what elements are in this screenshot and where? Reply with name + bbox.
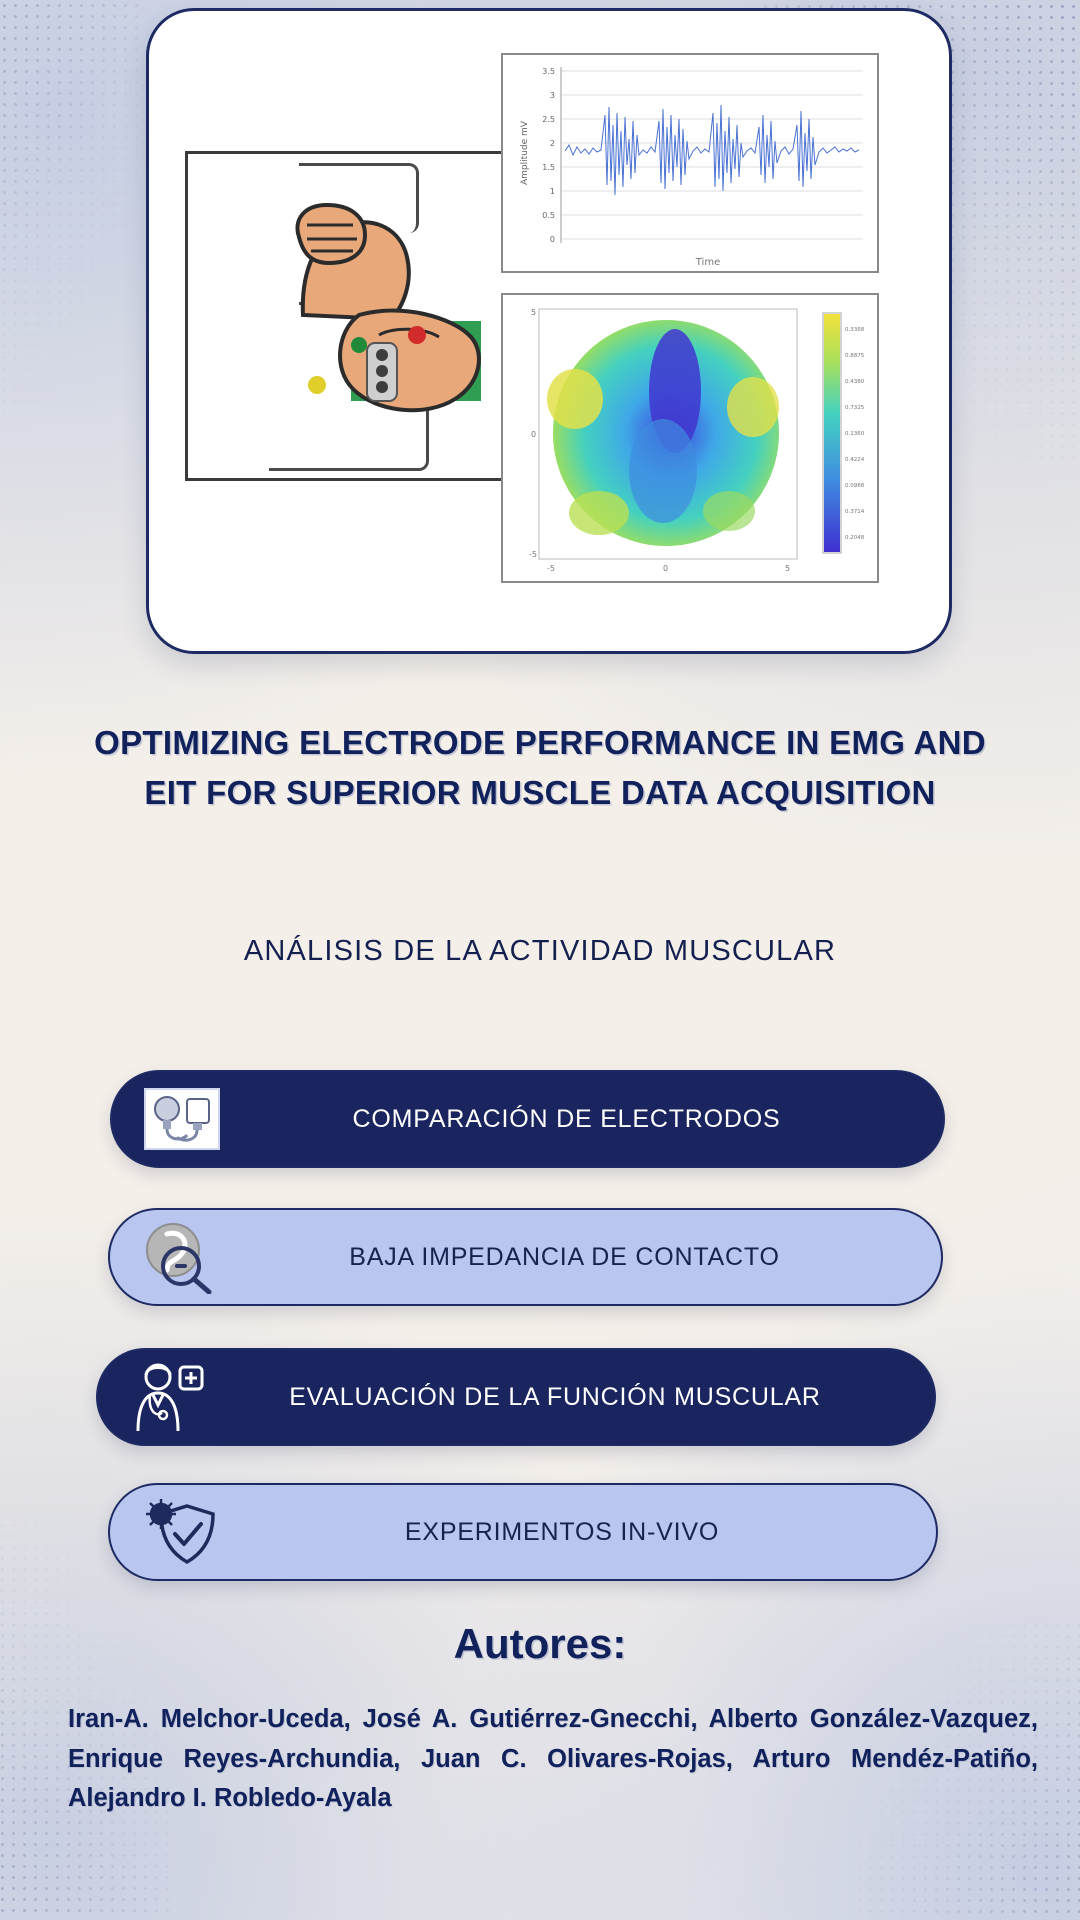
- svg-text:2: 2: [549, 139, 555, 148]
- svg-text:3: 3: [549, 91, 555, 100]
- svg-text:0.1360: 0.1360: [845, 431, 865, 437]
- svg-text:1.5: 1.5: [542, 163, 555, 172]
- authors-heading: Autores:: [453, 1620, 627, 1667]
- pill-low-contact-impedance[interactable]: [108, 1208, 943, 1306]
- svg-text:0.0988: 0.0988: [845, 483, 865, 489]
- svg-text:5: 5: [531, 308, 537, 317]
- emg-signal-chart: [501, 53, 879, 273]
- svg-text:0.3368: 0.3368: [845, 327, 865, 333]
- svg-text:-5: -5: [529, 550, 537, 559]
- eit-tomography-chart: [501, 293, 879, 583]
- svg-text:0.3714: 0.3714: [845, 509, 865, 515]
- svg-text:0.7325: 0.7325: [845, 405, 865, 411]
- svg-text:3.5: 3.5: [542, 67, 555, 76]
- pill-in-vivo-experiments[interactable]: [108, 1483, 938, 1581]
- svg-text:0: 0: [531, 430, 537, 439]
- electrode-pair-icon: [134, 1080, 230, 1158]
- svg-text:Amplitude mV: Amplitude mV: [520, 121, 530, 185]
- svg-text:0: 0: [663, 564, 669, 573]
- authors-list: Iran-A. Melchor-Uceda, José A. Gutiérrez-Gnecchi, Alberto González-Vazquez, Enrique Reyes-Archundia, Juan C. Olivares-Rojas, Arturo Mendéz-Patiño, Alejandro I. Robledo-Ayala: [68, 1705, 1038, 1813]
- magnifier-impedance-icon: [132, 1218, 228, 1296]
- hero-illustration: [149, 11, 949, 651]
- page-subtitle: ANÁLISIS DE LA ACTIVIDAD MUSCULAR: [243, 935, 837, 967]
- svg-text:0.5: 0.5: [542, 211, 555, 220]
- pill-muscle-function-evaluation-label: EVALUACIÓN DE LA FUNCIÓN MUSCULAR: [289, 1382, 821, 1411]
- svg-text:0.2048: 0.2048: [845, 535, 865, 541]
- svg-text:0: 0: [549, 235, 555, 244]
- hero-image-card: [146, 8, 952, 654]
- pill-muscle-function-evaluation[interactable]: [96, 1348, 936, 1446]
- svg-text:0.4224: 0.4224: [845, 457, 865, 463]
- svg-text:Time: Time: [695, 257, 721, 268]
- svg-text:0.8875: 0.8875: [845, 353, 865, 359]
- svg-text:1: 1: [549, 187, 555, 196]
- pill-low-contact-impedance-label: BAJA IMPEDANCIA DE CONTACTO: [349, 1242, 780, 1271]
- svg-text:-5: -5: [547, 564, 555, 573]
- svg-text:5: 5: [785, 564, 791, 573]
- page-title: OPTIMIZING ELECTRODE PERFORMANCE IN EMG AND EIT FOR SUPERIOR MUSCLE DATA ACQUISITION: [94, 724, 986, 812]
- svg-text:0.4380: 0.4380: [845, 379, 865, 385]
- shield-virus-icon: [132, 1493, 228, 1571]
- decorative-dots-top-left: [0, 0, 138, 430]
- pill-electrode-comparison-label: COMPARACIÓN DE ELECTRODOS: [352, 1104, 781, 1133]
- pill-electrode-comparison[interactable]: [110, 1070, 945, 1168]
- svg-text:2.5: 2.5: [542, 115, 555, 124]
- pill-in-vivo-experiments-label: EXPERIMENTOS IN-VIVO: [404, 1517, 720, 1546]
- doctor-icon: [120, 1358, 216, 1436]
